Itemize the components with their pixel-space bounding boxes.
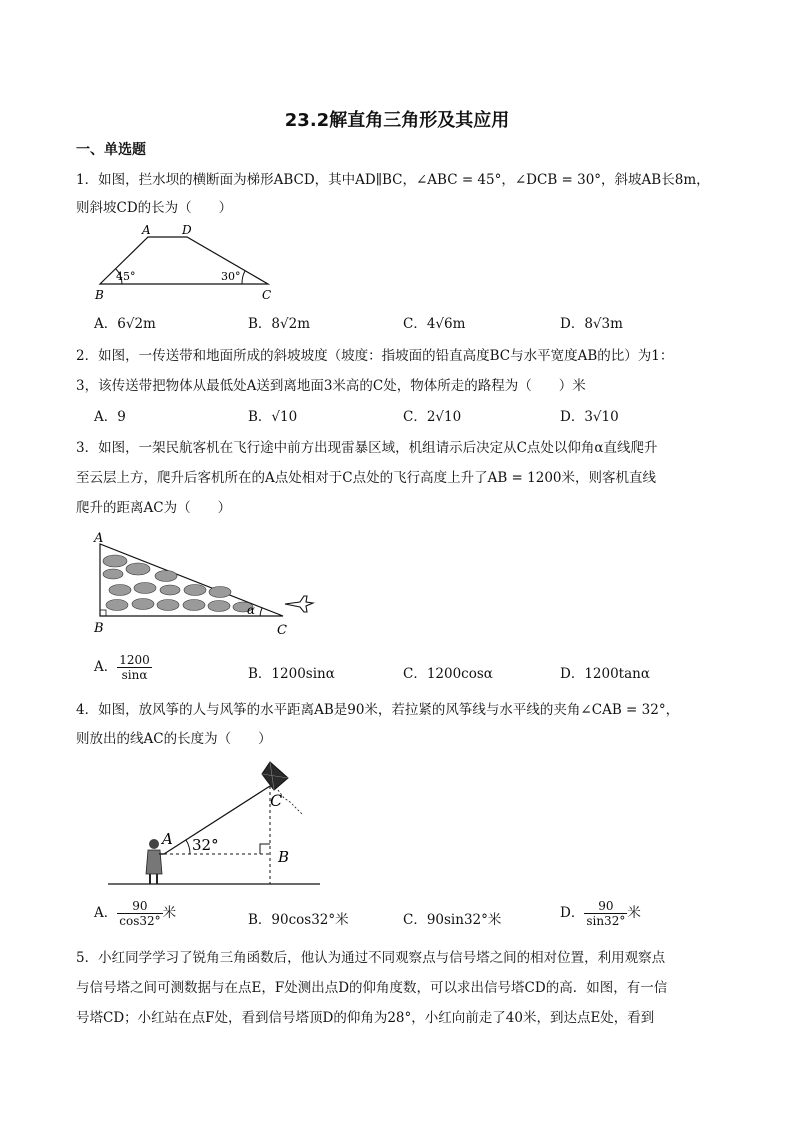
q3-option-a-fraction	[117, 653, 152, 682]
q4-label-c: C	[270, 791, 283, 810]
q4-option-d-numerator: 90	[584, 899, 627, 914]
q4-label-b: B	[278, 848, 290, 866]
q4-option-a-numerator: 90	[117, 899, 162, 914]
q1-angle-c: 30°	[221, 270, 241, 283]
q1-text-line1: 1．如图，拦水坝的横断面为梯形ABCD，其中AD∥BC，∠ABC = 45°，∠DCB = 30°，斜坡AB长8m，	[76, 172, 710, 188]
page-title: 23.2解直角三角形及其应用	[284, 110, 510, 131]
q1-label-d: D	[182, 223, 192, 237]
q1-option-b[interactable]: B．8√2m	[248, 316, 311, 332]
q4-text-line2: 则放出的线AC的长度为（ ）	[76, 731, 272, 747]
q3-text-line2: 至云层上方，爬升后客机所在的A点处相对于C点处的飞行高度上升了AB = 1200米，则客机直线	[76, 470, 656, 486]
q5-text-line3: 号塔CD；小红站在点F处，看到信号塔顶D的仰角为28°，小红向前走了40米，到达点E处，看到	[76, 1010, 655, 1026]
q2-option-b[interactable]: B．√10	[248, 409, 298, 425]
q3-cloud-shapes	[103, 555, 253, 612]
q2-option-a[interactable]: A．9	[94, 409, 126, 425]
q1-label-c: C	[262, 288, 272, 302]
q1-angle-b: 45°	[116, 270, 136, 283]
q4-option-c[interactable]: C．90sin32°米	[403, 912, 502, 928]
q1-trapezoid-figure	[90, 222, 290, 304]
q1-option-a[interactable]: A．6√2m	[94, 316, 156, 332]
q3-option-a-denominator: sinα	[121, 668, 148, 682]
q3-option-c[interactable]: C．1200cosα	[403, 666, 493, 682]
q4-option-a-denominator: cos32°	[119, 914, 161, 928]
q2-text-line2: 3，该传送带把物体从最低处A送到离地面3米高的C处，物体所走的路程为（ ）米	[76, 378, 586, 394]
q4-option-a[interactable]	[94, 899, 176, 928]
q1-label-b: B	[95, 288, 104, 302]
q4-option-a-prefix: A．	[94, 905, 118, 921]
airplane-icon	[285, 596, 313, 612]
q1-option-c[interactable]: C．4√6m	[403, 316, 466, 332]
q4-text-line1: 4．如图，放风筝的人与风筝的水平距离AB是90米，若拉紧的风筝线与水平线的夹角∠CAB = 32°，	[76, 702, 680, 718]
q4-option-d-denominator: sin32°	[586, 914, 626, 928]
q4-option-d-unit: 米	[627, 905, 641, 921]
q1-label-a: A	[142, 223, 151, 237]
q3-option-a[interactable]	[94, 653, 152, 682]
q5-text-line2: 与信号塔之间可测数据与在点E，F处测出点D的仰角度数，可以求出信号塔CD的高．如图，有一信	[76, 980, 668, 996]
q4-option-b[interactable]: B．90cos32°米	[248, 912, 349, 928]
q4-option-d[interactable]	[560, 899, 641, 928]
q3-option-b[interactable]: B．1200sinα	[248, 666, 335, 682]
q4-option-d-prefix: D．	[560, 905, 585, 921]
q3-label-a: A	[94, 531, 104, 546]
q4-angle-label: 32°	[192, 836, 219, 854]
q3-plane-figure	[88, 530, 318, 638]
q3-option-a-prefix: A．	[94, 659, 118, 675]
q4-label-a: A	[162, 830, 173, 848]
q2-option-c[interactable]: C．2√10	[403, 409, 462, 425]
q4-kite-figure	[104, 756, 324, 890]
q1-text-line2: 则斜坡CD的长为（ ）	[76, 200, 233, 216]
q4-option-a-unit: 米	[162, 905, 177, 921]
q3-text-line1: 3．如图，一架民航客机在飞行途中前方出现雷暴区域，机组请示后决定从C点处以仰角α直线爬升	[76, 440, 658, 456]
q5-text-line1: 5．小红同学学习了锐角三角函数后，他认为通过不同观察点与信号塔之间的相对位置，利用观察点	[76, 950, 666, 966]
q3-option-d[interactable]: D．1200tanα	[560, 666, 650, 682]
q3-label-c: C	[277, 623, 287, 638]
q3-option-a-numerator: 1200	[119, 653, 150, 667]
q2-text-line1: 2．如图，一传送带和地面所成的斜坡坡度（坡度：指坡面的铅直高度BC与水平宽度AB的比）为1：	[76, 348, 674, 364]
q3-text-line3: 爬升的距离AC为（ ）	[76, 500, 232, 516]
q3-label-b: B	[94, 621, 104, 636]
q1-option-d[interactable]: D．8√3m	[560, 316, 623, 332]
q3-label-alpha: α	[247, 603, 256, 617]
section-heading: 一、单选题	[76, 142, 146, 158]
q4-option-d-fraction	[584, 899, 627, 928]
q2-option-d[interactable]: D．3√10	[560, 409, 619, 425]
q4-option-a-fraction	[117, 899, 162, 928]
